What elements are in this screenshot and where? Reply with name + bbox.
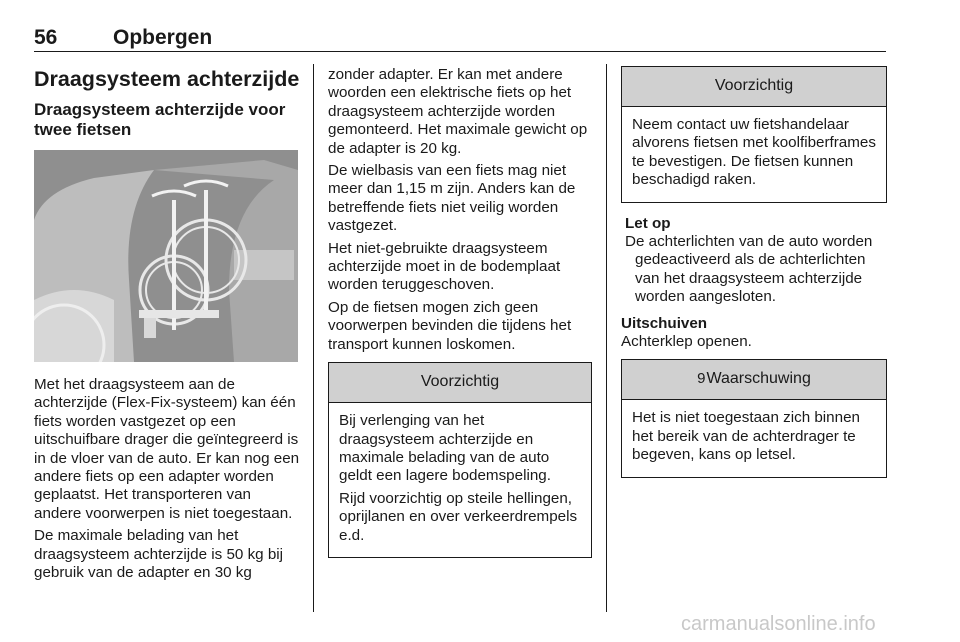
- note-text: De achterlichten van de auto worden: [625, 233, 873, 251]
- paragraph: Het niet-gebruikte draagsysteem achterzijde moet in de bodemplaat worden teruggeschoven.: [328, 239, 561, 294]
- column-divider: [313, 64, 314, 612]
- sub-heading: Draagsysteem achterzijde voor twee fietsen: [34, 100, 286, 139]
- page-header: [34, 26, 886, 52]
- warning-title: Waarschuwing: [706, 370, 811, 388]
- warning-box: [621, 359, 887, 477]
- page-number: 56: [34, 26, 58, 49]
- paragraph: Op de fietsen mogen zich geen voorwerpen bevinden die tijdens het transport kunnen loskomen.: [328, 298, 572, 353]
- bike-carrier-illustration: [34, 150, 298, 362]
- note-title: Let op: [625, 214, 671, 232]
- step-text: Achterklep openen.: [621, 333, 752, 351]
- watermark: carmanualsonline.info: [681, 613, 876, 635]
- caution-title: Voorzichtig: [622, 67, 886, 107]
- column-1: [34, 66, 300, 586]
- paragraph: Met het draagsysteem aan de achterzijde (Flex-Fix-systeem) kan één fiets worden vastgezet op een uitschuifbare drager die geïntegreerd is in de vloer van de auto. Er kan nog een andere fiets op een adapter worden geplaatst. Het transporteren van andere voorwerpen is niet toegestaan.: [34, 376, 300, 522]
- caution-box: [328, 362, 592, 558]
- column-2: [328, 66, 592, 558]
- chapter-heading: Draagsysteem achterzijde: [34, 67, 300, 91]
- column-3: [621, 66, 887, 478]
- caution-text: Bij verlenging van het draagsysteem achterzijde en maximale belading van de auto geldt een lagere bodemspeling.: [339, 412, 551, 485]
- caution-text: Neem contact uw fietshandelaar alvorens fietsen met koolfiberframes te bevestigen. De fietsen kunnen beschadigd raken.: [632, 116, 876, 189]
- section-title: Opbergen: [113, 26, 213, 49]
- warning-text: Het is niet toegestaan zich binnen het bereik van de achterdrager te begeven, kans op letsel.: [632, 409, 860, 464]
- step-heading: Uitschuiven: [621, 314, 708, 332]
- caution-text: Rijd voorzichtig op steile hellingen, oprijlanen en over verkeerdrempels e.d.: [339, 489, 578, 544]
- paragraph: De maximale belading van het draagsysteem achterzijde is 50 kg bij gebruik van de adapter en 30 kg: [34, 527, 284, 582]
- paragraph: zonder adapter. Er kan met andere woorden een elektrische fiets op het draagsysteem achterzijde worden gemonteerd. Het maximale gewicht op de adapter is 20 kg.: [328, 66, 588, 157]
- note-text: gedeactiveerd als de achterlichten van het draagsysteem achterzijde worden aangesloten.: [635, 251, 866, 306]
- note-block: [621, 215, 887, 307]
- paragraph: De wielbasis van een fiets mag niet meer dan 1,15 m zijn. Anders kan de betreffende fiets niet veilig worden vastgezet.: [328, 162, 576, 235]
- column-divider: [606, 64, 607, 612]
- caution-title: Voorzichtig: [329, 363, 591, 403]
- warning-header: [622, 360, 886, 400]
- warning-icon: 9: [697, 370, 706, 388]
- caution-box: [621, 66, 887, 203]
